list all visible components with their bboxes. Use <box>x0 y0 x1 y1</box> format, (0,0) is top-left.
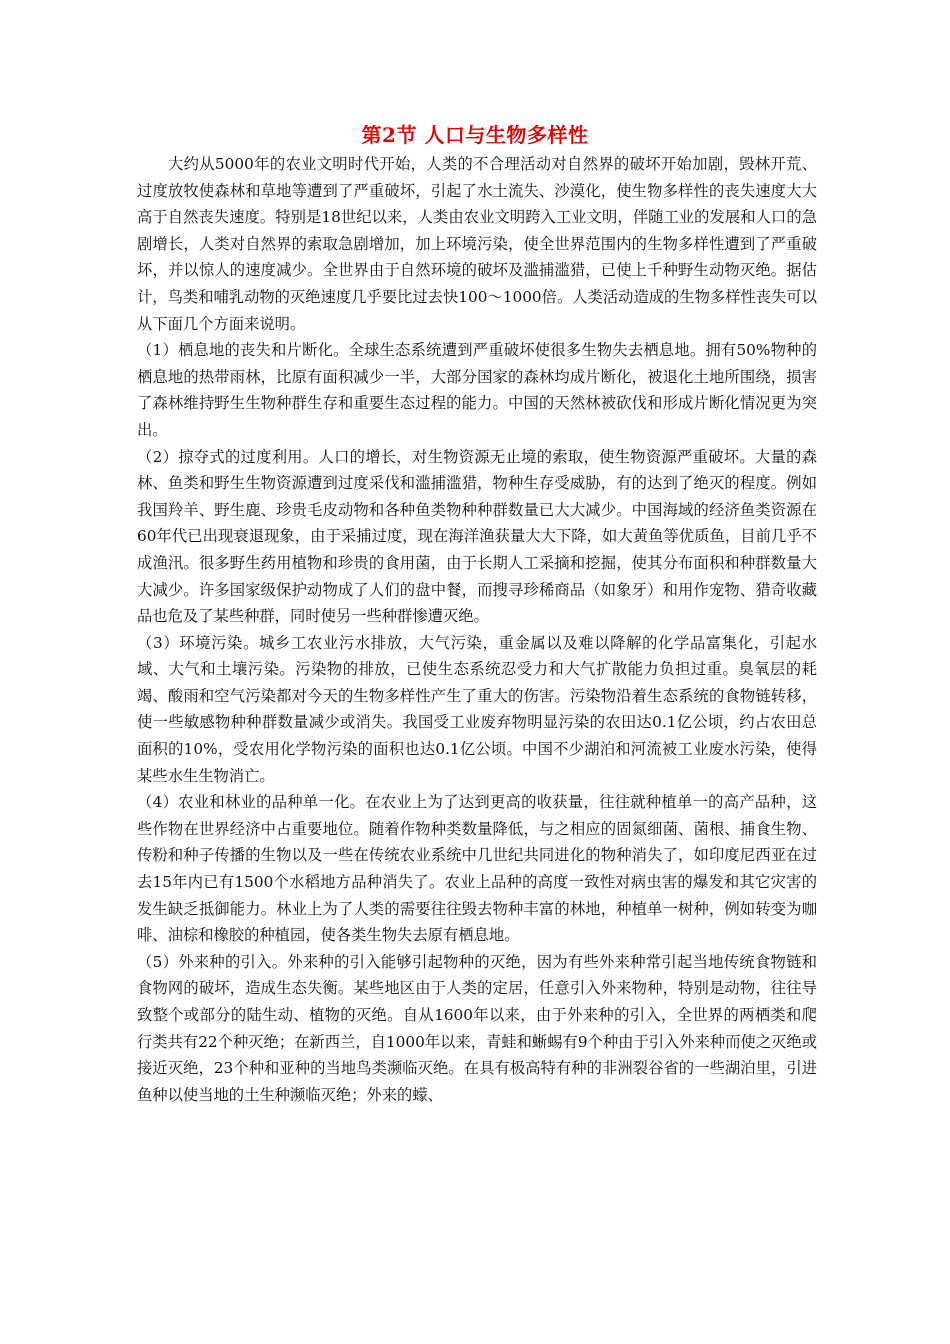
paragraph-overexploitation: （2）掠夺式的过度利用。人口的增长，对生物资源无止境的索取，使生物资源严重破坏。大量的森林、鱼类和野生生物资源遭到过度采伐和滥捕滥猎，物种生存受威胁，有的达到了绝灭的程度。例如我国羚羊、野生鹿、珍贵毛皮动物和各种鱼类物种种群数量已大大减少。中国海域的经济鱼类资源在60年代已出现衰退现象，由于采捕过度，现在海洋渔获量大大下降，如大黄鱼等优质鱼，目前几乎不成渔汛。很多野生药用植物和珍贵的食用菌，由于长期人工采摘和挖掘，使其分布面积和种群数量大大减少。许多国家级保护动物成了人们的盘中餐，而搜寻珍稀商品（如象牙）和用作宠物、猎奇收藏品也危及了某些种群，同时使另一些种群惨遭灭绝。 <box>137 447 817 626</box>
page-title: 第2节 人口与生物多样性 <box>361 123 589 147</box>
intro-paragraph: 大约从5000年的农业文明时代开始，人类的不合理活动对自然界的破坏开始加剧，毁林开荒、过度放牧使森林和草地等遭到了严重破坏，引起了水土流失、沙漠化，使生物多样性的丧失速度大大高于自然丧失速度。特别是18世纪以来，人类由农业文明跨入工业文明，伴随工业的发展和人口的急剧增长，人类对自然界的索取急剧增加，加上环境污染，使全世界范围内的生物多样性遭到了严重破坏，并以惊人的速度减少。全世界由于自然环境的破坏及滥捕滥猎，已使上千种野生动物灭绝。据估计，鸟类和哺乳动物的灭绝速度几乎要比过去快100～1000倍。人类活动造成的生物多样性丧失可以从下面几个方面来说明。 <box>137 155 818 333</box>
paragraph-monoculture: （4）农业和林业的品种单一化。在农业上为了达到更高的收获量，往往就种植单一的高产品种，这些作物在世界经济中占重要地位。随着作物种类数量降低，与之相应的固氮细菌、菌根、捕食生物、传粉和种子传播的生物以及一些在传统农业系统中几世纪共同进化的物种消失了，如印度尼西亚在过去15年内已有1500个水稻地方品种消失了。农业上品种的高度一致性对病虫害的爆发和其它灾害的发生缺乏抵御能力。林业上为了人类的需要往往毁去物种丰富的林地，种植单一树种，例如转变为咖啡、油棕和橡胶的种植园，使各类生物失去原有栖息地。 <box>137 793 817 945</box>
document-body <box>137 151 817 1108</box>
paragraph-pollution: （3）环境污染。城乡工农业污水排放，大气污染，重金属以及难以降解的化学品富集化，引起水域、大气和土壤污染。污染物的排放，已使生态系统忍受力和大气扩散能力负担过重。臭氧层的耗竭、酸雨和空气污染都对今天的生物多样性产生了重大的伤害。污染物沿着生态系统的食物链转移，使一些敏感物种种群数量减少或消失。我国受工业废弃物明显污染的农田达0.1亿公顷，约占农田总面积的10%，受农用化学物污染的面积也达0.1亿公顷。中国不少湖泊和河流被工业废水污染，使得某些水生生物消亡。 <box>137 633 817 785</box>
paragraph-habitat-loss: （1）栖息地的丧失和片断化。全球生态系统遭到严重破坏使很多生物失去栖息地。拥有50%物种的栖息地的热带雨林，比原有面积减少一半，大部分国家的森林均成片断化，被退化土地所围绕，损害了森林维持野生生物种群生存和重要生态过程的能力。中国的天然林被砍伐和形成片断化情况更为突出。 <box>137 341 817 439</box>
paragraph-invasive-species: （5）外来种的引入。外来种的引入能够引起物种的灭绝，因为有些外来种常引起当地传统食物链和食物网的破坏，造成生态失衡。某些地区由于人类的定居，任意引入外来物种，特别是动物，往往导致整个或部分的陆生动、植物的灭绝。自从1600年以来，由于外来种的引入，全世界的两栖类和爬行类共有22个种灭绝；在新西兰，自1000年以来，青蛙和蜥蜴有9个种由于引入外来种而使之灭绝或接近灭绝，23个种和亚种的当地鸟类濒临灭绝。在具有极高特有种的非洲裂谷省的一些湖泊里，引进鱼种以使当地的土生种濒临灭绝；外来的蠓、 <box>137 952 818 1104</box>
